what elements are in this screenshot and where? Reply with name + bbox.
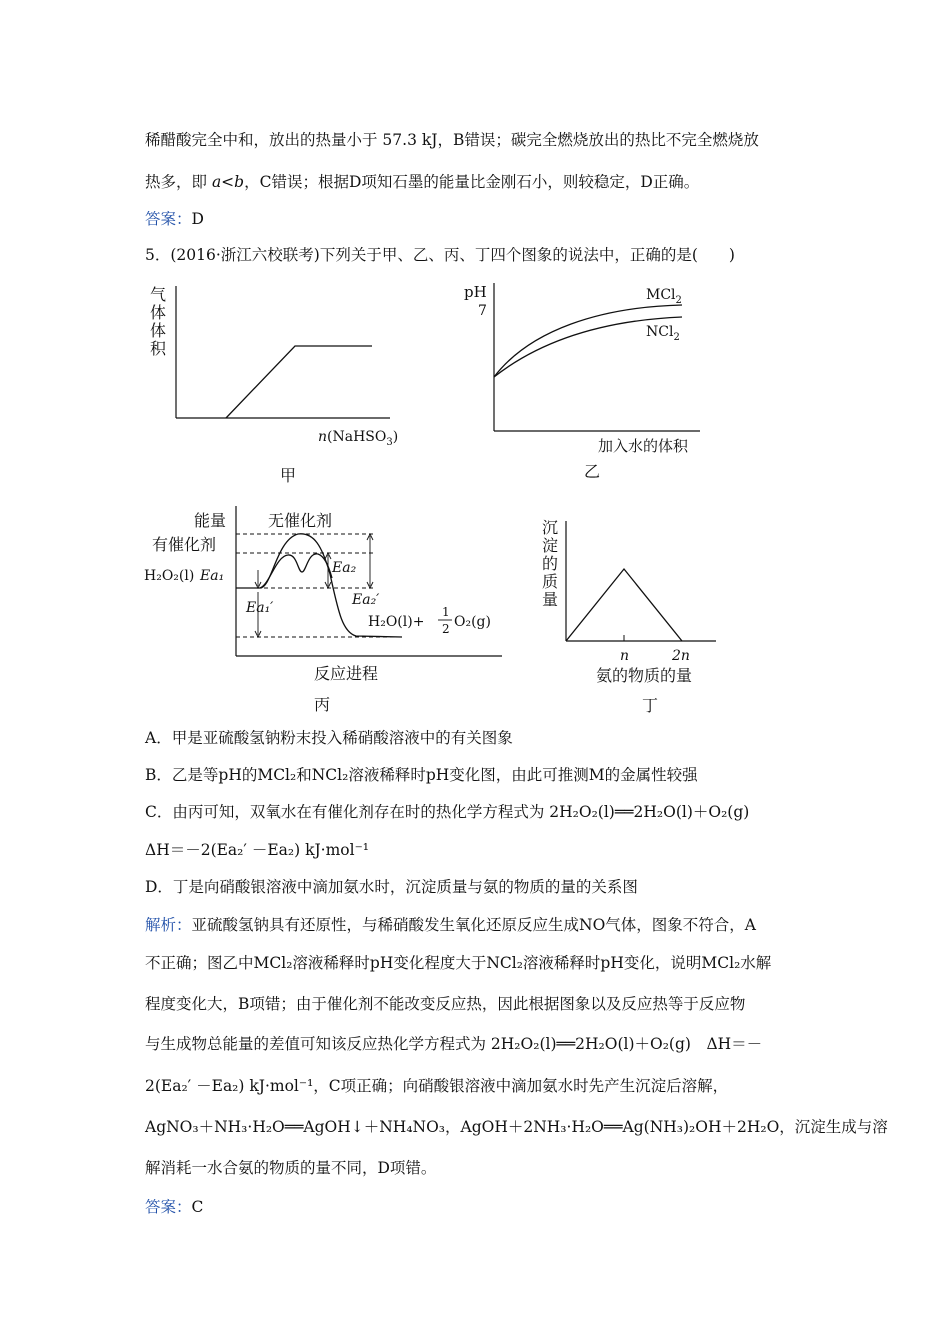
- inequality: a<b: [211, 173, 245, 191]
- half-denominator: 2: [442, 622, 450, 636]
- svg-text:淀: 淀: [542, 536, 559, 555]
- y-tick-7: 7: [478, 303, 487, 319]
- analysis-line: 解析：亚硫酸氢钠具有还原性，与稀硝酸发生氧化还原反应生成NO气体，图象不符合，A: [145, 916, 756, 934]
- mcl2-curve: [494, 305, 682, 377]
- figure-caption: 甲: [280, 466, 297, 485]
- figure-jia: [140, 278, 420, 488]
- x-axis-label: n(NaHSO$_3$): [318, 429, 399, 448]
- y-label-char: 体: [150, 303, 167, 322]
- ea2-prime-label: Ea₂′: [352, 592, 380, 608]
- y-axis-label: pH: [464, 283, 487, 301]
- answer-value: D: [191, 210, 204, 228]
- answer-value: C: [191, 1198, 204, 1216]
- half-numerator: 1: [442, 605, 450, 619]
- tick-label-2n: 2n: [672, 648, 690, 664]
- figure-yi: [450, 275, 730, 485]
- ea1-label: Ea₁: [200, 568, 225, 584]
- figure-caption: 丁: [642, 696, 659, 715]
- analysis-line: 程度变化大，B项错；由于催化剂不能改变反应热，因此根据图象以及反应热等于反应物: [145, 995, 746, 1013]
- precipitate-curve: [566, 569, 682, 641]
- text-fragment: 热多，即: [145, 173, 212, 191]
- answer-label: 答案：: [145, 1198, 192, 1216]
- figure-caption: 乙: [584, 462, 601, 481]
- arrows: [255, 534, 373, 637]
- text-fragment: ，C错误；根据D项知石墨的能量比金刚石小，则较稳定，D正确。: [244, 173, 700, 191]
- option-d: D．丁是向硝酸银溶液中滴加氨水时，沉淀质量与氨的物质的量的关系图: [145, 878, 638, 896]
- tick-label-n: n: [620, 648, 630, 664]
- y-label-char: 体: [150, 321, 167, 340]
- x-axis-label: 加入水的体积: [598, 437, 689, 455]
- y-label-char: 气: [150, 285, 167, 304]
- reactant-label: H₂O₂(l): [144, 568, 195, 584]
- analysis-line: 与生成物总能量的差值可知该反应热化学方程式为 2H₂O₂(l)══2H₂O(l)＋O₂(g) ΔH＝－: [145, 1035, 763, 1053]
- svg-text:沉: 沉: [542, 518, 559, 537]
- analysis-line: 解消耗一水合氨的物质的量不同，D项错。: [145, 1159, 437, 1177]
- y-axis-label: [150, 285, 167, 358]
- answer-line: [145, 1195, 203, 1217]
- energy-curve-with-catalyst: [260, 554, 332, 588]
- answer-line: [145, 207, 204, 229]
- svg-text:的: 的: [542, 554, 559, 573]
- curve-label-ncl2: NCl$_2$: [646, 324, 680, 343]
- analysis-line: 2(Ea₂′ －Ea₂) kJ·mol⁻¹，C项正确；向硝酸银溶液中滴加氨水时先产生沉淀后溶解，: [145, 1077, 729, 1095]
- option-b: B．乙是等pH的MCl₂和NCl₂溶液稀释时pH变化图，由此可推测M的金属性较强: [145, 766, 698, 784]
- no-catalyst-label: 无催化剂: [268, 511, 333, 530]
- option-a: A．甲是亚硫酸氢钠粉末投入稀硝酸溶液中的有关图象: [145, 729, 513, 747]
- svg-text:量: 量: [542, 590, 559, 609]
- curve-label-mcl2: MCl$_2$: [646, 287, 682, 306]
- answer-label: 答案：: [145, 210, 192, 228]
- o2-label: O₂(g): [454, 614, 491, 630]
- y-label-char: 积: [150, 339, 167, 358]
- gas-volume-curve: [226, 346, 372, 418]
- figure-ding: [536, 515, 736, 720]
- analysis-line: 不正确；图乙中MCl₂溶液稀释时pH变化程度大于NCl₂溶液稀释时pH变化，说明MCl₂水解: [145, 954, 772, 972]
- y-axis-label: 能量: [194, 511, 227, 530]
- text-line: [145, 170, 699, 192]
- ea2-label: Ea₂: [332, 560, 357, 576]
- x-axis-label: 氨的物质的量: [596, 666, 693, 685]
- x-axis-label: 反应进程: [314, 664, 379, 683]
- analysis-line: AgNO₃＋NH₃·H₂O══AgOH↓＋NH₄NO₃，AgOH＋2NH₃·H₂O══Ag(NH₃)₂OH＋2H₂O，沉淀生成与溶: [145, 1118, 888, 1136]
- y-axis-label: [542, 518, 558, 609]
- question-stem: 5．(2016·浙江六校联考)下列关于甲、乙、丙、丁四个图象的说法中，正确的是( ): [145, 246, 735, 264]
- ea1-prime-label: Ea₁′: [246, 600, 274, 616]
- product-label: H₂O(l)+: [368, 614, 425, 630]
- svg-text:质: 质: [542, 572, 559, 591]
- option-c: C．由丙可知，双氧水在有催化剂存在时的热化学方程式为 2H₂O₂(l)══2H₂O(l)＋O₂(g): [145, 803, 750, 821]
- analysis-label: 解析：: [145, 916, 192, 934]
- catalyst-label: 有催化剂: [152, 535, 217, 554]
- option-c-continued: ΔH＝－2(Ea₂′ －Ea₂) kJ·mol⁻¹: [145, 841, 369, 859]
- text-line: 稀醋酸完全中和，放出的热量小于 57.3 kJ，B错误；碳完全燃烧放出的热比不完全燃烧放: [145, 131, 759, 149]
- figure-caption: 丙: [314, 695, 331, 714]
- figure-bing: [142, 500, 522, 722]
